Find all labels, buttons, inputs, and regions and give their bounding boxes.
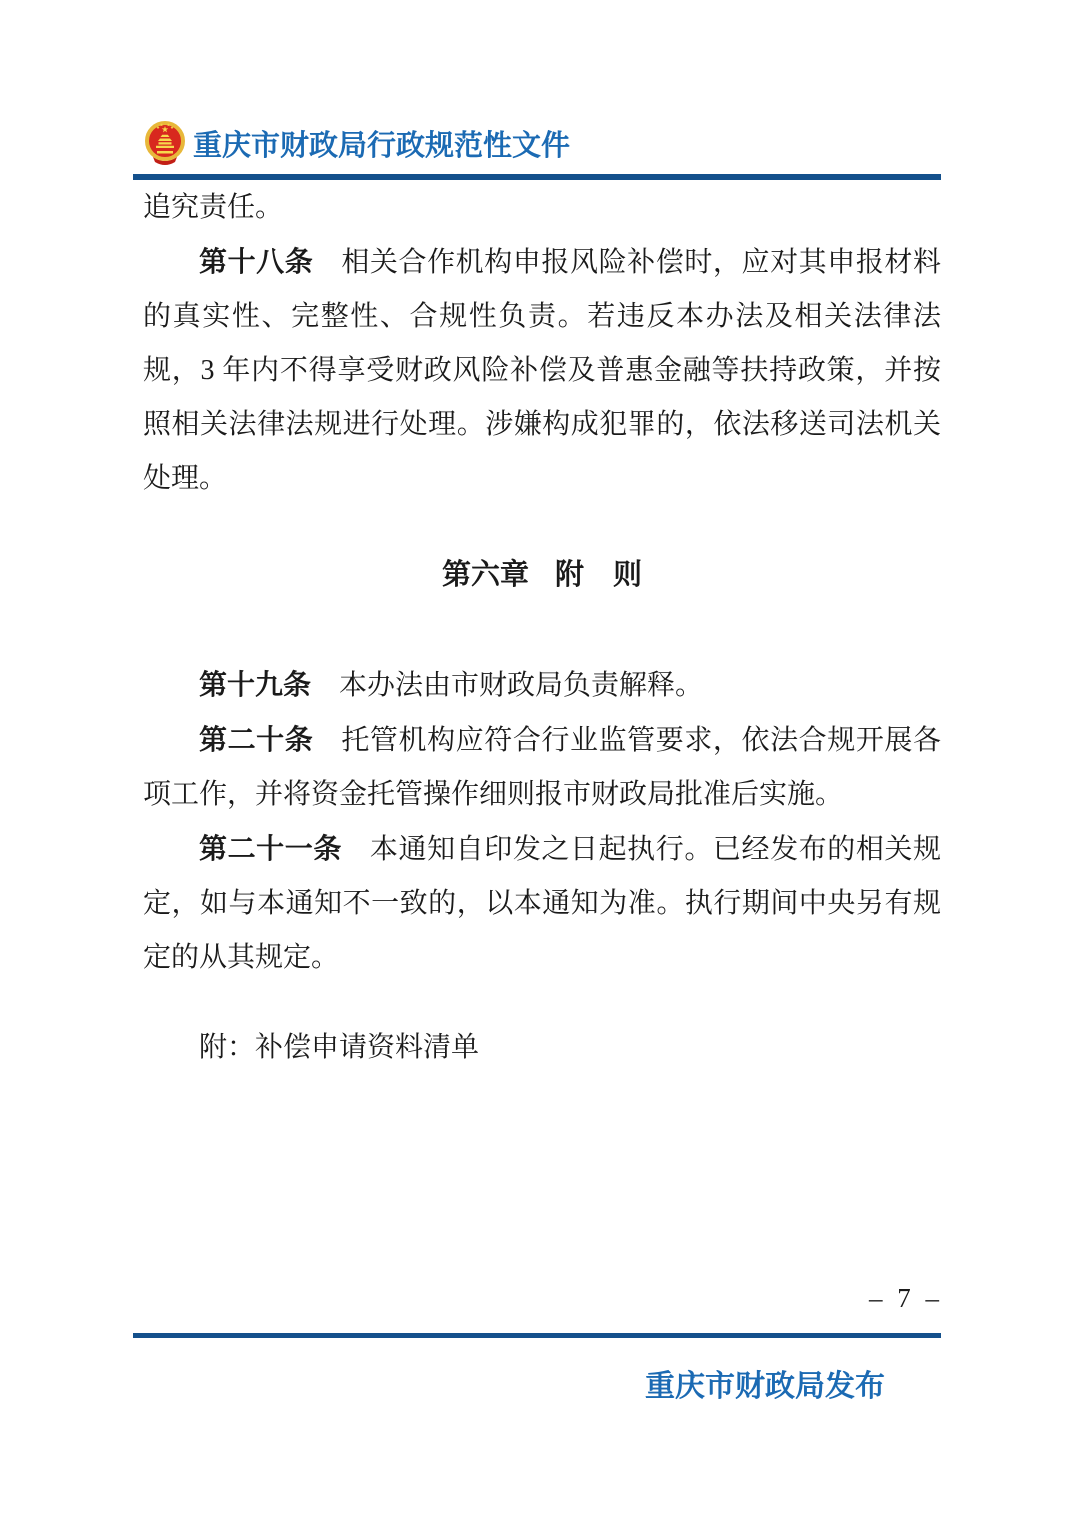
article-20-paragraph (143, 713, 941, 822)
attachment-line: 附：补偿申请资料清单 (199, 1032, 480, 1063)
article-21-paragraph (143, 822, 941, 985)
article-20-text: 托管机构应符合行业监管要求，依法合规开展各项工作，并将资金托管操作细则报市财政局批准后实施。 (143, 725, 941, 810)
article-19-number: 第十九条 (199, 669, 312, 700)
document-header (144, 119, 570, 167)
article-18-number: 第十八条 (199, 246, 314, 277)
document-body (143, 181, 941, 1075)
chapter-6-title: 附 则 (555, 559, 643, 591)
article-18-paragraph (143, 235, 941, 506)
header-title: 重庆市财政局行政规范性文件 (193, 129, 571, 162)
footer-divider (133, 1333, 941, 1338)
article-21-text: 本通知自印发之日起执行。已经发布的相关规定，如与本通知不一致的，以本通知为准。执行期间中央另有规定的从其规定。 (143, 834, 941, 973)
chapter-6-label: 第六章 (441, 559, 529, 591)
article-18-text: 相关合作机构申报风险补偿时，应对其申报材料的真实性、完整性、合规性负责。若违反本办法及相关法律法规，3 年内不得享受财政风险补偿及普惠金融等扶持政策，并按照相关法律法规进行处理。涉嫌构成犯罪的，依法移送司法机关处理。 (143, 247, 941, 494)
article-21-number: 第二十一条 (199, 833, 342, 864)
article-19-paragraph (143, 658, 941, 713)
china-national-emblem-icon (144, 119, 186, 167)
continuation-line: 追究责任。 (143, 192, 284, 223)
article-20-number: 第二十条 (199, 724, 314, 755)
chapter-6-heading (143, 548, 941, 602)
page-number: – 7 – (869, 1283, 943, 1313)
article-19-text: 本办法由市财政局负责解释。 (339, 670, 704, 701)
header-divider (133, 174, 941, 180)
publisher-line: 重庆市财政局发布 (645, 1370, 885, 1403)
